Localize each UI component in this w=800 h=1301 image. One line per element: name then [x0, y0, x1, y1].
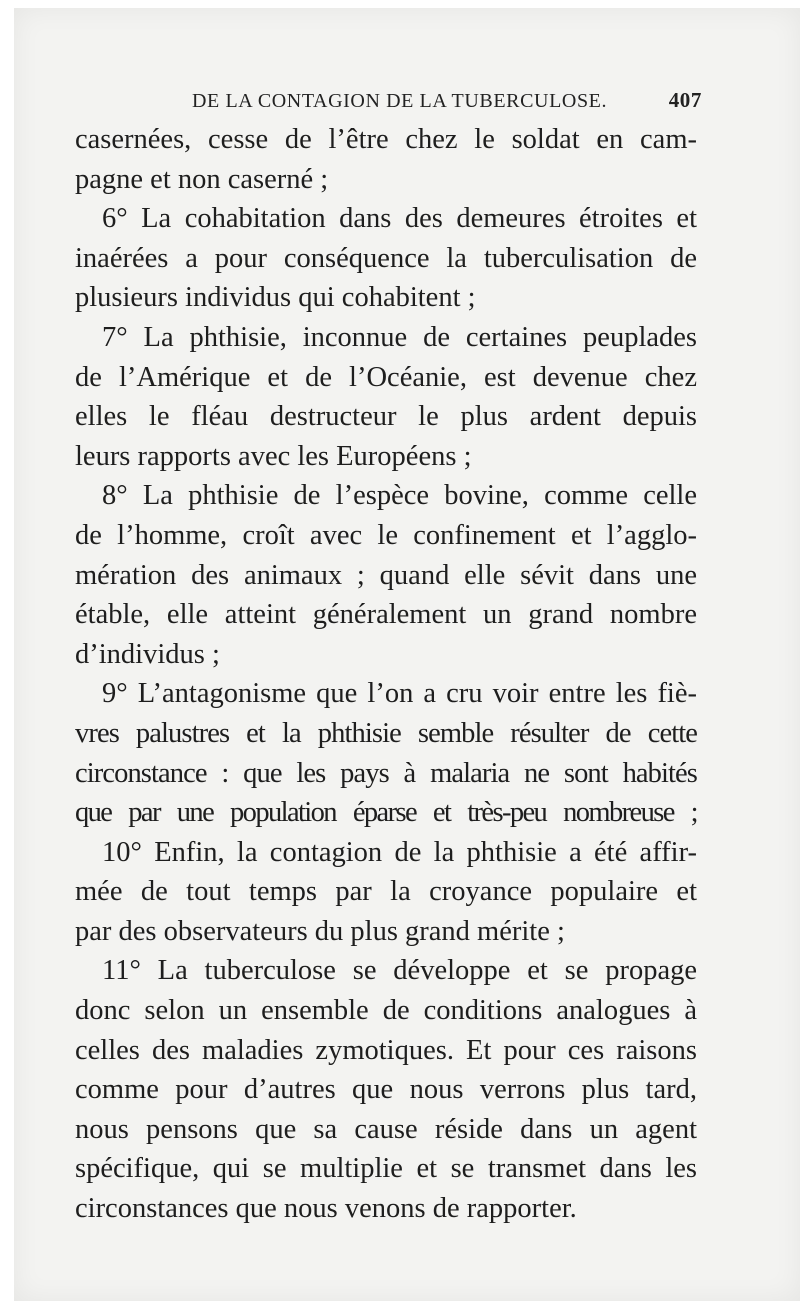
text-line: donc selon un ensemble de conditions analogues à — [75, 995, 697, 1027]
text-line: casernées, cesse de l’être chez le soldat en cam- — [75, 124, 697, 155]
running-head-title: DE LA CONTAGION DE LA TUBERCULOSE. — [192, 90, 608, 112]
text-line: mération des animaux ; quand elle sévit dans une — [75, 559, 697, 591]
text-line: circonstances que nous venons de rapporter. — [75, 1193, 577, 1225]
page-number: 407 — [668, 88, 702, 112]
paragraph-item-8 — [75, 476, 697, 674]
text-line: 6° La cohabitation dans des demeures étroites et — [102, 203, 697, 235]
text-line: par des observateurs du plus grand mérite ; — [75, 915, 565, 947]
text-line: de l’homme, croît avec le confinement et l’agglo- — [75, 519, 697, 551]
paragraph-item-11 — [75, 951, 697, 1228]
text-line: comme pour d’autres que nous verrons plus tard, — [75, 1074, 697, 1106]
paragraph-item-10 — [75, 833, 697, 952]
text-line: d’individus ; — [75, 638, 220, 670]
text-line: 7° La phthisie, inconnue de certaines peuplades — [102, 321, 697, 353]
running-head — [192, 88, 702, 113]
paragraph-continuation — [75, 120, 697, 199]
text-line: mée de tout temps par la croyance populaire et — [75, 876, 697, 908]
body-text — [75, 120, 697, 1229]
text-line: inaérées a pour conséquence la tuberculisation de — [75, 242, 697, 274]
text-line: vres palustres et la phthisie semble résulter de cette — [75, 717, 697, 749]
text-line: étable, elle atteint généralement un grand nombre — [75, 599, 697, 631]
paragraph-item-7 — [75, 318, 697, 476]
text-line: 10° Enfin, la contagion de la phthisie a été affir- — [102, 836, 697, 868]
text-line: 11° La tuberculose se développe et se propage — [102, 955, 697, 987]
text-line: spécifique, qui se multiplie et se transmet dans les — [75, 1153, 697, 1185]
text-line: que par une population éparse et très-peu nombreuse ; — [75, 797, 697, 829]
text-line: pagne et non caserné ; — [75, 163, 329, 195]
text-line: leurs rapports avec les Européens ; — [75, 440, 472, 472]
text-line: nous pensons que sa cause réside dans un agent — [75, 1113, 697, 1145]
text-line: celles des maladies zymotiques. Et pour ces raisons — [75, 1034, 697, 1066]
text-line: 8° La phthisie de l’espèce bovine, comme celle — [102, 480, 697, 512]
text-line: 9° L’antagonisme que l’on a cru voir entre les fiè- — [102, 678, 697, 710]
text-line: circonstance : que les pays à malaria ne sont habités — [75, 757, 697, 789]
text-line: elles le fléau destructeur le plus ardent depuis — [75, 401, 697, 433]
text-line: plusieurs individus qui cohabitent ; — [75, 282, 476, 314]
text-line: de l’Amérique et de l’Océanie, est devenue chez — [75, 361, 697, 393]
paragraph-item-6 — [75, 199, 697, 318]
paragraph-item-9 — [75, 674, 697, 832]
